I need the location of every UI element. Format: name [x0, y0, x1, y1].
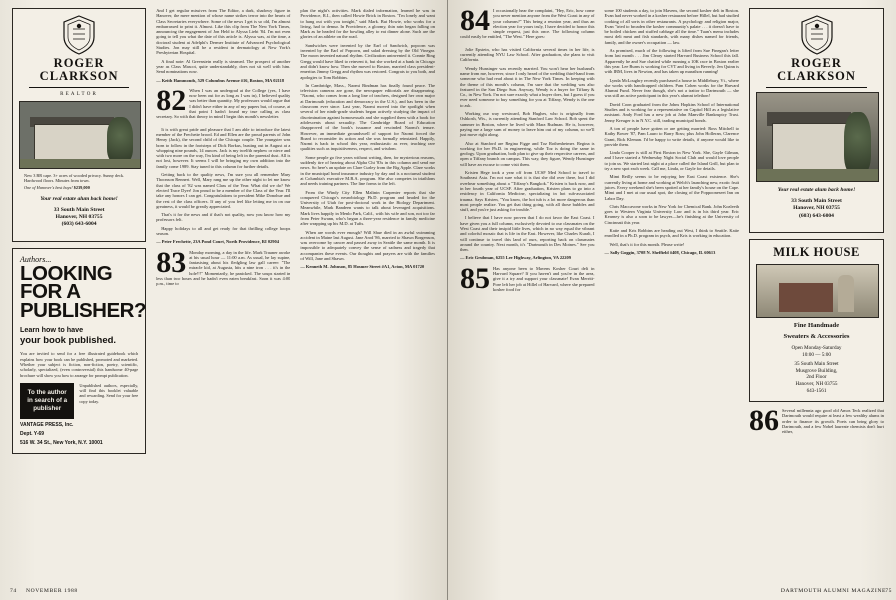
paragraph: Has anyone been to Mavens Kosher Court deli in Harvard Square? If you haven't and you're in the area, give it a try and support your classmate! Evan Merritt-Pore left her job at Hillel of Harvard, where she prepared kosher food for — [493, 265, 595, 292]
realtor-tagline: Your real estate alum back home! — [777, 187, 856, 193]
paragraph: David Coon graduated from the Johns Hopkins School of International Studies and is working for a representative on Capitol Hill as a legislative assistant. Andy Ford has a new job at John Manville Bankruptcy Trust. Jenny Kreuger is in N.Y.C. still, trading municipal bonds. — [604, 101, 740, 123]
class-secretary-signature: — Eric Grubman, 6255 Lee Highway, Arlington, VA 22209 — [460, 255, 571, 261]
property-caption-extra: One of Hanover's best buys! — [24, 185, 73, 191]
realtor-address-line2: Hanover, NH 03755 — [793, 205, 840, 212]
paragraph: When I was an undergrad at the College (yes, I have now been out for as long as I was in), I believed quality was better than quantity. My professors would argue that I didn't have either in any of my papers but, of course, at that point I hadn't found my true calling as class secretary. So with that theory in mind I begin this month's newsletter. — [156, 87, 291, 120]
paragraph: Sandwiches were invented by the Earl of Sandwich, popcorn was invented by the Earl of Popcorn, and salad dressing by the Old Vinegar. The moon invented natural rhythm. Civilization uninvented it. Connie Ring Gregg would have liked to reinvent it, but she worked at a bank in Chicago and didn't know how. Then she moved to Boston, married class president-emeritus Jimmy Gregg and rhythm was restored. Congrats to you both, and apologies to Tom Robbins. — [300, 42, 435, 80]
ad-roger-clarkson-realtor-right[interactable] — [749, 8, 884, 233]
page-number-right: 75 — [885, 588, 892, 594]
milk-house-address-3: 2nd Floor — [806, 374, 827, 381]
right-column-1-text — [455, 8, 600, 578]
milk-house-address-4: Hanover, NH 03755 — [795, 381, 838, 387]
milk-house-address-2: Musgrove Building, — [795, 367, 838, 374]
paragraph: And I get regular missives from The Editor, a dark, shadowy figure in Hanover, the mere mention of whose name strikes terror into the hearts of Class Secretaries everywhere. Some of the news I get is so old, I'm almost embarrassed to print it. Almost. Like this clip from The New York Times, announcing the engagement of Jon Held to Alyssa Liebt '84. I'm not even going to tell you what the date of this article is. Alyssa was, at the time, a doctoral student at Adelphi's Dermer Institute of Advanced Psychological Studies. Jon may still be a resident in dermatology at New York's Presbyterian Hospital. — [156, 8, 291, 56]
realtor-subtitle: REALTOR — [60, 92, 99, 97]
class-note-1985 — [460, 266, 595, 295]
paragraph: Well, that's it for this month. Please write! — [609, 241, 685, 247]
paragraph: Katie and Kris Robbins are heading out West, I think to Seattle. Katie enrolled in a Ph.D. program in psych, and Kris is working in education. — [604, 227, 740, 239]
milk-house-phone[interactable]: 643-1561 — [806, 387, 827, 394]
realtor-tagline: Your real estate alum back home! — [40, 195, 118, 202]
publisher-ad-headline-2: FOR A — [20, 280, 81, 304]
realtor-name-line2: CLARKSON — [39, 69, 119, 83]
publisher-ad-sub-2: your book published. — [20, 335, 117, 347]
publisher-ad-dept: Dept. Y-69 — [20, 431, 45, 438]
crest-icon — [62, 15, 96, 55]
paragraph: Monday morning, a day in the life. Mark Trauner awoke at his usual hour — 11:00 a.m. As usual, he lay supine, fantasising about his fledgling law gall career: "The miracle kid, at Augusta, hits a nine iron . . . it's in the hole!!!" Momentarily, he panicked. The soups started in less than two hours and he hadn't even eaten breakfast. Soon it was 4:00 p.m., time to — [156, 249, 291, 287]
realtor-phone[interactable]: (603) 643-6004 — [799, 212, 834, 219]
publisher-ad-blurb: You are invited to send for a free illustrated guidebook which explains how your book can be published, promoted and marketed. Whether your subject is fiction, non-fiction, poetry, scientific, scholarly, specialized, (even controversial) this handsome 40-page brochure will show you how to arrange for prompt publication. — [20, 351, 139, 378]
divider — [29, 87, 129, 88]
class-note-1983 — [156, 250, 290, 290]
milk-house-hours-1: Open Monday-Saturday — [791, 345, 842, 352]
paragraph: Happy holidays to all and get ready for that thrilling college hoops season. — [156, 225, 291, 236]
realtor-name-line1: ROGER — [53, 56, 105, 70]
paragraph: Chris Maccavone works in New York for Chemical Bank. John Kozleeth goes to Western Virginia University Law and is in his third year. Eric Kearney is also a soon to be lawyer—he's finishing at the University of Cincinnati this year. — [604, 203, 740, 225]
publisher-ad-headline-3: PUBLISHER? — [20, 298, 146, 322]
paragraph: Lynda McLoughry recently purchased a house in Middlebury, Vt., where she works with handicapped children. Pam Cohen works for the Harvard Alumni Fund. Never fear though, she's not a traitor to Dartmouth — she was still an active participant in this year's alumni telethon! — [604, 77, 740, 99]
paragraph: Jolie Epstein, who has visited California several times in her life, is currently attending NYU Law School. After graduation, she plans to visit California. — [460, 46, 595, 63]
paragraph: I believe that I have now proven that I do not favor the East Coast. I have given you a full column, exclusively devoted to our classmates on the West Coast and their insipid little lives, which in no way equal the vibrant and colorful mosaic that is life in the East. However, like Charles Kuralt, I will continue to travel this land of ours, reporting back on classmates around the country. Next month, it's "Dartmouth in Des Moines." See you then. — [460, 215, 595, 253]
class-secretary-signature: — Sally Goggin, 3708 N. Sheffield #408, Chicago, IL 60613 — [604, 249, 716, 255]
class-year-number: 83 — [156, 249, 187, 279]
left-column-3-text — [295, 8, 440, 578]
divider — [766, 87, 867, 88]
ad-roger-clarkson-realtor[interactable] — [12, 8, 146, 242]
class-note-1986 — [749, 408, 884, 437]
paragraph: Kristen Hege took a year off from UCSF Med School to travel to Southeast Asia. I'm not sure what it is that she did over there, but I did overhear something about a "Tiffany's Bangkok." Kristen is back now, and in her fourth year of UCSF. After graduation, Kristen plans to go into a residency in California Medicine, specializing in hot sub-associated trauma. Says Kristen, "You know, the hot tub is a lot more dangerous than most people realize. You get that thing going, with all those bubbles and stuff, and you're just asking for trouble." — [460, 170, 595, 213]
paragraph: Several millennia ago good old Amos Teck realized that Dartmouth would require at least a few wealthy alums in order to finance its growth. Poets can bring glory to Dartmouth, and a few Nobel laureate chemists don't hurt either, — [782, 408, 884, 435]
paragraph: Some people go five years without writing, then, for mysterious reasons, suddenly tire of hearing about Alpha Chi '83s in this column and send me news. So here's an update on Clare Curley from the Big Apple. Clare works in the municipal bond insurance industry by day and is a nocturnal student at Columbia's executive M.B.A. program. She also competes in triathlons and needs training partners. The line forms to the left. — [300, 154, 435, 187]
publication-name: DARTMOUTH ALUMNI MAGAZINE — [780, 588, 886, 594]
class-year-number: 86 — [749, 408, 780, 438]
paragraph: plan the night's activities. Mark dialed information, learned he was in Providence, R.I., then called Howie Brick in Boston. "I'm lonely and want to hang out with you tonight," said Mark. But Howie, who works for a living, had to demur. In Providence, a gloomy, thin rain began falling on Mark as he headed for the bowling alley to eat dinner alone. Such are the glories of an athlete on the road. — [300, 8, 435, 40]
paragraph: As promised, much of the following is lifted from Sue Finegan's letter from last month . . . Jim Cleary started Harvard Business School this fall. Apparently he and Sue chatted while running a 10K race in Boston earlier this year. Lee Burns is working for CVT and living in Beverly. Jen Quinn is with IBM, lives in Newton, and has taken up marathon running! — [604, 48, 740, 75]
publisher-ad-kicker: Authors... — [20, 254, 52, 264]
milk-house-sub-1: Fine Handmade — [793, 322, 840, 330]
paragraph: I occasionally hear the complaint, "Hey, Eric, how come you never mention anyone from the West Coast in any of your columns?" This being a reunion year, and thus an election year for yours truly, I have decided to honor this simple request, just this once. The following column could easily be entitled, "The West." Here goes: — [460, 8, 595, 40]
right-page — [448, 0, 896, 600]
milk-house-address-1: 35 South Main Street — [794, 361, 839, 368]
publisher-ad-box-side: Unpublished authors, especially, will find this booklet valuable and rewarding. Send for your free copy today. — [79, 382, 139, 404]
left-column-2-text — [151, 8, 295, 578]
class-secretary-signature: — Keith Hammonds, 529 Columbus Avenue #16, Boston, MA 02118 — [156, 77, 285, 83]
class-note-1984 — [460, 8, 595, 43]
property-photo — [19, 101, 141, 169]
paragraph: some 100 students a day, to join Mavens, the second kosher deli in Boston. Evan had never worked in a kosher restaurant before Hillel, but had studied cooking of all sorts in other restaurants. A psychology and religion major, Evan "tried to broaden the kosher community's palate . . . it doesn't have to be boiled chicken and stuffed cabbage all the time." Tuan's menu includes most deli meat and fish standards, with many dishes named for friends, family, and the owner's occupation — law. — [604, 8, 740, 45]
paragraph: When are words ever enough? Will Shue died in an awful swimming accident in Maine last August. Jane Arod '86, married to Shawn Borgenson, was overcome by cancer and passed away in Seattle the same month. It is impossible to adequately convey the sense of sadness and tragedy that accompanies these events. Our thoughts and prayers are with the families of Will, Jane and Shawn. — [300, 229, 435, 262]
paragraph: It is with great pride and pleasure that I am able to introduce the latest member of the Frechette brood. Ed and Ellen are the proud parents of John Henry (Jack), the second child of the Chicago couple. The youngster was born to follow in the footsteps of Dick Borkus, busting out in August at a whopping nine pounds, 14 ounces. Jack is my twelfth nephew or niece and with two more on the way, I'm kind of being left in the parental dust. All is not lost, however. It seems I will be bringing my own addition into the family come 1989. Stay tuned to this column for further details. — [156, 126, 291, 169]
paragraph: In Cambridge, Mass., Naomi Bindman has finally found peace. The television cameras are gone, the newspaper editorials are disappearing. "Naomi, who comes from a long line of teachers, designed her own major at Dartmouth (education and democracy in the U.S.), and has been in the classroom ever since. Last year, Naomi moved into the spotlight when several of her ninth-grade students began actively studying the impact of discrimination against homosexuals and she supplied them with a book for adolescents about sexuality. The Cambridge Board of Education disapproved of the book's issuance and rescinded Naomi's tenure. However, an immediate groundswell of support for Naomi forced the Board to reconsider its action and she was formally reinstated. Happily, Naomi is back in school this year, enthusiastic as ever, teaching rare qualities such as inquisitiveness, respect, and wisdom. — [300, 82, 435, 152]
milk-house-hours-2: 10:00 — 5:00 — [802, 351, 831, 358]
publisher-ad-book-cover: To the author in search of a publisher — [20, 383, 74, 419]
milk-house-sub-2: Sweaters & Accessories — [783, 332, 850, 340]
property-price: $239,000 — [73, 185, 90, 191]
milk-house-illustration — [756, 264, 879, 318]
right-column-2-text — [600, 8, 745, 578]
paragraph: Getting back to the quality news, I'm sure you all remember Mary Thoonson Rennert. Well, Mary rang me up the other night to let me know that the class of '82 was named Class of the Year. What did we do? We elected Trace Dyer! Jon proud to be a member of the Class of the Year. I'll take any honors I can get. Congratulations to president Mike Donohue and the rest of the class officers. If any of you feel like letting me in on our greatness, it would be greatly appreciated. — [156, 172, 291, 209]
agent-photo — [756, 92, 879, 182]
ad-vantage-press-publisher[interactable] — [12, 248, 146, 455]
crest-icon — [800, 15, 834, 55]
right-column-3-ads — [744, 8, 889, 578]
realtor-address-line2: Hanover, NH 03755 — [55, 214, 103, 221]
publisher-ad-sub-1: Learn how to have — [20, 325, 84, 335]
paragraph: Linda Cooper is still at First Boston in New York. She, Gayle Gilman, and I have started a Wednesday Night Social Club and would love people to join us. We started last night at a place called the Island Grill, but plan to try a new spot each week. Call me, Linda, or Gayle for details. — [604, 150, 740, 172]
page-number-left: 74 — [10, 588, 17, 594]
property-caption: New 3 BR cape. 3+ acres of wooded privacy. Sunny deck. Hardwood floors. Minutes from town. — [24, 173, 125, 184]
ad-milk-house[interactable] — [749, 239, 884, 402]
realtor-name-line1: ROGER — [791, 56, 842, 70]
class-year-number: 82 — [156, 87, 187, 117]
class-year-number: 84 — [460, 8, 490, 37]
paragraph: Wendy Hunsinger was recently married. You won't hear her husband's name from me, however, since I only heard of the wedding third-hand from someone who had read about it in The New York Times. In keeping with the theme of this month's column, I'm sure that the wedding was also featured in the San Diego Sun. Anyway, Wendy is a buyer for Tiffany & Co., in New York. I'm not sure exactly what a buyer does, but I guess if you ever need someone to buy something for you at Tiffany, Wendy is the one to ask. — [460, 65, 595, 108]
paragraph: Working our way westward, Bob Hughes, who is originally from Oshkosh, Wis., is currently attending Stanford Law School. Bob spent the summer in Boston, where he lived with Mara Rudman. He is, however, paying me a large sum of money to leave him out of my column, so we'll just move right along. — [460, 111, 595, 138]
paragraph: Mimi Reilly seems to be enjoying her East Coast existence. She's currently living at home and working at Welch's launching new, exotic fruit juices. Every weekend she's been spotted at her family's house on the Cape. Mimi and I met at our usual spot, the closing of the Poppooneseet Inn on Labor Day. — [604, 174, 740, 201]
paragraph: A ton of people have gotten or are getting married: Ross Mitchell to Kathy Bower '87, Pam Lauro to Barry Ross; plus John Holleran, Clarence Grant, Rick Kleman. I'd be happy to write details, if anyone would like to provide them. — [604, 125, 740, 147]
paragraph: Also at Stanford are Regina Figge and Toz Rothenheimer. Regina is working for her Ph.D. in engineering, while Toz is doing the same in geology. Upon graduation, both plan to give up their respective careers, and open a Tiffany branch on campus. This way, they figure, Wendy Hunsinger will have an excuse to come visit them. — [460, 140, 595, 167]
milk-house-title: MILK HOUSE — [773, 245, 860, 260]
realtor-address-line1: 33 South Main Street — [53, 206, 105, 213]
realtor-address-line1: 33 South Main Street — [791, 198, 842, 204]
class-note-1982 — [156, 88, 290, 123]
issue-date: NOVEMBER 1988 — [26, 588, 78, 594]
left-column-1-ads — [7, 8, 151, 578]
publisher-ad-headline-1: LOOKING — [20, 261, 113, 285]
paragraph: From the Windy City Ellen Malinin Carpenter reports that she conquered Chicago's neurobiology Ph.D. program and headed for the University of Utah for post-doctoral work in the Biology Department. Meanwhile, Mark Bandeen wants to talk about leveraged acquisitions. Mark lives happily in Menlo Park, Calif., with his wife and son, not too far from Peter Swann, who's begun a three-year residence in family medicine after wrapping up his M.D. at Tufts. — [300, 189, 435, 227]
paragraph: A final note: Al Greenstein really is steamed. The prospect of another year as Class Mascot, quite understandably, does not sit well with him. Send nominations now. — [156, 58, 291, 75]
class-secretary-signature: — Peter Frechette, 23A Pond Court, North Providence, RI 02904 — [156, 239, 279, 245]
paragraph: That's it for the news and if that's not quality, now you know how my professors felt. — [156, 212, 291, 223]
class-secretary-signature: — Kenneth M. Johnson, 85 Hosmer Street #A1, Acton, MA 01720 — [300, 264, 425, 270]
publisher-ad-name: VANTAGE PRESS, Inc. — [20, 421, 74, 428]
class-year-number: 85 — [460, 265, 490, 295]
realtor-phone[interactable]: (603) 643-6004 — [61, 221, 97, 228]
realtor-name-line2: CLARKSON — [777, 69, 856, 83]
publisher-ad-address: 516 W. 34 St., New York, N.Y. 10001 — [20, 440, 103, 447]
